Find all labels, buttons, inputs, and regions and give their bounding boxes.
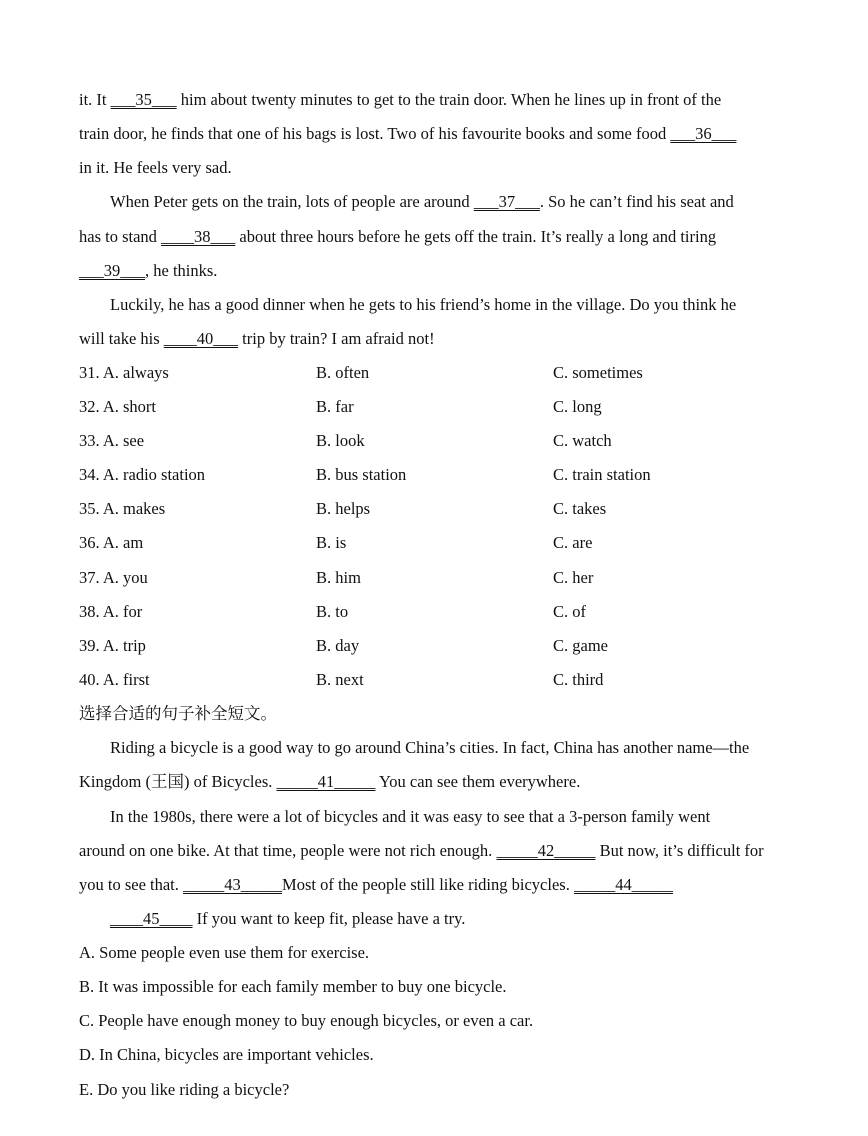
text: But now, it’s difficult for bbox=[595, 841, 764, 860]
passage1-line-1 bbox=[79, 90, 808, 110]
text: In the 1980s, there were a lot of bicycles and it was easy to see that a 3-person family went bbox=[110, 807, 711, 826]
option-a: 38. A. for bbox=[79, 602, 143, 621]
choice-e: E. Do you like riding a bicycle? bbox=[79, 1080, 290, 1099]
passage2-line-3 bbox=[110, 807, 808, 827]
passage1-line-3 bbox=[79, 158, 808, 178]
section-title: 选择合适的句子补全短文。 bbox=[79, 704, 277, 723]
blank-35: ___35___ bbox=[110, 90, 177, 109]
option-b: B. look bbox=[316, 431, 365, 450]
text: . So he can’t find his seat and bbox=[539, 192, 734, 211]
choice-b: B. It was impossible for each family member to buy one bicycle. bbox=[79, 977, 507, 996]
option-c: C. takes bbox=[553, 499, 607, 518]
option-b: B. to bbox=[316, 602, 349, 621]
text: around on one bike. At that time, people were not rich enough. bbox=[79, 841, 497, 860]
passage1-line-5 bbox=[79, 227, 808, 247]
option-c: C. third bbox=[553, 670, 604, 689]
option-b: B. far bbox=[316, 397, 354, 416]
text: it. It bbox=[79, 90, 111, 109]
passage2-line-1 bbox=[110, 738, 808, 758]
option-b: B. next bbox=[316, 670, 364, 689]
passage1-line-8 bbox=[79, 329, 808, 349]
blank-39: ___39___ bbox=[79, 261, 145, 280]
text: Luckily, he has a good dinner when he gets to his friend’s home in the village. Do you think he bbox=[110, 295, 737, 314]
blank-45: ____45____ bbox=[110, 909, 193, 928]
option-a: 34. A. radio station bbox=[79, 465, 206, 484]
text: will take his bbox=[79, 329, 164, 348]
text: You can see them everywhere. bbox=[375, 772, 581, 791]
blank-43: _____43_____ bbox=[183, 875, 283, 894]
text: Riding a bicycle is a good way to go around China’s cities. In fact, China has another name—the bbox=[110, 738, 750, 757]
passage2-line-5 bbox=[79, 875, 808, 895]
blank-42: _____42_____ bbox=[496, 841, 596, 860]
option-b: B. is bbox=[316, 533, 347, 552]
option-a: 33. A. see bbox=[79, 431, 145, 450]
option-b: B. helps bbox=[316, 499, 371, 518]
blank-37: ___37___ bbox=[473, 192, 540, 211]
text: has to stand bbox=[79, 227, 162, 246]
passage1-line-7 bbox=[110, 295, 808, 315]
blank-44: _____44_____ bbox=[573, 875, 673, 894]
option-b: B. day bbox=[316, 636, 360, 655]
text: about three hours before he gets off the train. It’s really a long and tiring bbox=[235, 227, 717, 246]
choice-c: C. People have enough money to buy enough bicycles, or even a car. bbox=[79, 1011, 534, 1030]
text: you to see that. bbox=[79, 875, 184, 894]
option-b: B. bus station bbox=[316, 465, 407, 484]
passage2-line-4 bbox=[79, 841, 808, 861]
option-c: C. train station bbox=[553, 465, 651, 484]
option-c: C. watch bbox=[553, 431, 612, 450]
option-a: 32. A. short bbox=[79, 397, 157, 416]
option-a: 37. A. you bbox=[79, 568, 148, 587]
option-c: C. long bbox=[553, 397, 602, 416]
option-c: C. are bbox=[553, 533, 593, 552]
passage1-line-6 bbox=[79, 261, 808, 281]
option-a: 40. A. first bbox=[79, 670, 150, 689]
option-a: 39. A. trip bbox=[79, 636, 146, 655]
option-b: B. often bbox=[316, 363, 370, 382]
option-c: C. her bbox=[553, 568, 594, 587]
blank-38: ____38___ bbox=[161, 227, 236, 246]
text: Most of the people still like riding bicycles. bbox=[282, 875, 574, 894]
passage2-line-2 bbox=[79, 772, 808, 792]
text: trip by train? I am afraid not! bbox=[238, 329, 435, 348]
blank-41: _____41_____ bbox=[276, 772, 376, 791]
choice-d: D. In China, bicycles are important vehicles. bbox=[79, 1045, 374, 1064]
choice-a: A. Some people even use them for exercise. bbox=[79, 943, 370, 962]
text: Kingdom (王国) of Bicycles. bbox=[79, 772, 277, 791]
option-c: C. of bbox=[553, 602, 586, 621]
text: When Peter gets on the train, lots of people are around bbox=[110, 192, 474, 211]
option-b: B. him bbox=[316, 568, 361, 587]
text: If you want to keep fit, please have a try. bbox=[192, 909, 466, 928]
text: him about twenty minutes to get to the train door. When he lines up in front of the bbox=[176, 90, 722, 109]
passage2-line-6 bbox=[110, 909, 808, 929]
passage1-line-2 bbox=[79, 124, 808, 144]
option-c: C. sometimes bbox=[553, 363, 643, 382]
option-c: C. game bbox=[553, 636, 608, 655]
passage1-line-4 bbox=[110, 192, 808, 212]
blank-36: ___36___ bbox=[670, 124, 737, 143]
text: in it. He feels very sad. bbox=[79, 158, 232, 177]
option-a: 35. A. makes bbox=[79, 499, 166, 518]
option-a: 31. A. always bbox=[79, 363, 169, 382]
blank-40: ____40___ bbox=[163, 329, 239, 348]
text: , he thinks. bbox=[145, 261, 218, 280]
option-a: 36. A. am bbox=[79, 533, 144, 552]
text: train door, he finds that one of his bags is lost. Two of his favourite books and some food bbox=[79, 124, 671, 143]
